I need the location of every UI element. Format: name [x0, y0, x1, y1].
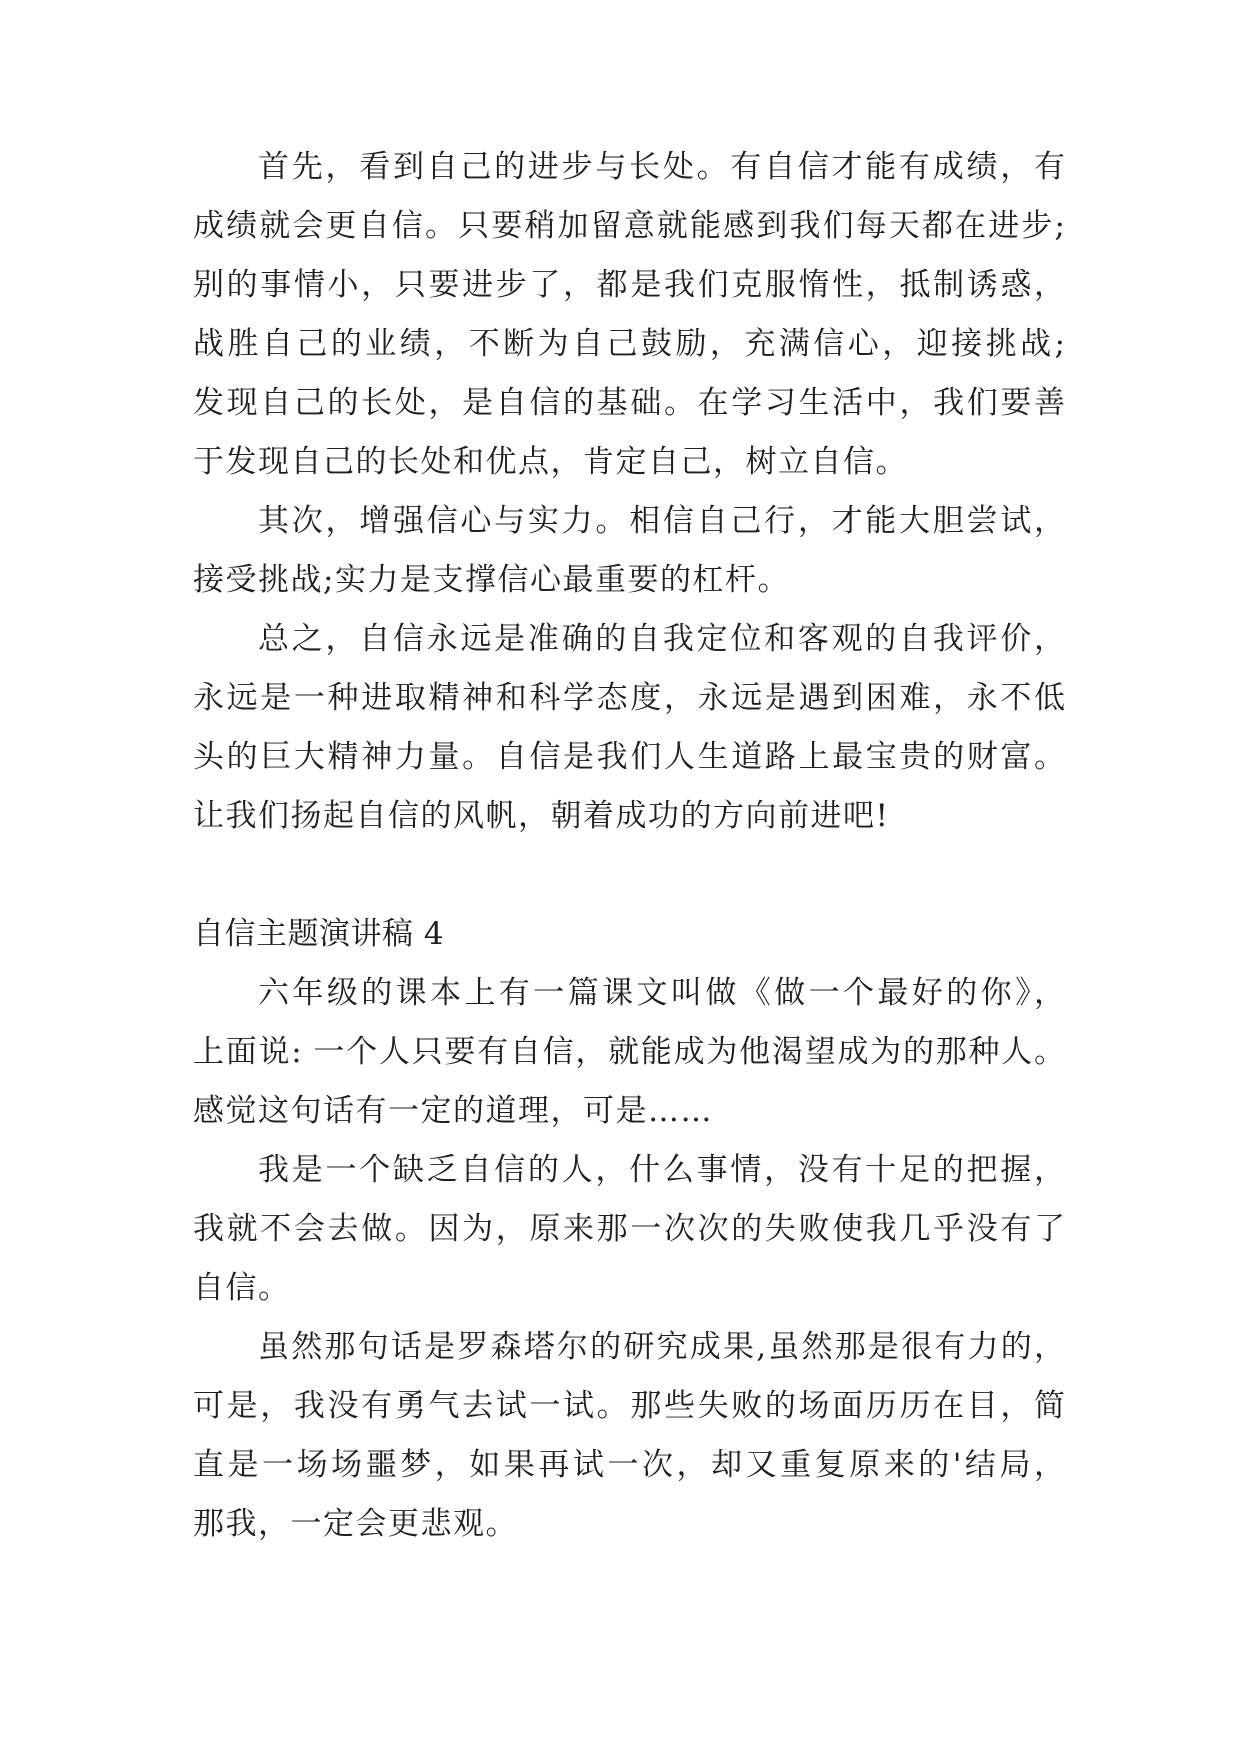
paragraph-line: 六年级的课本上有一篇课文叫做《做一个最好的你》， [258, 975, 1065, 1011]
paragraph-line: 战胜自己的业绩，不断为自己鼓励，充满信心，迎接挑战; [193, 326, 1065, 362]
paragraph-line: 首先，看到自己的进步与长处。有自信才能有成绩，有 [258, 149, 1065, 185]
paragraph-line: 直是一场场噩梦，如果再试一次，却又重复原来的'结局， [193, 1447, 1065, 1483]
paragraph-line: 成绩就会更自信。只要稍加留意就能感到我们每天都在进步; [193, 208, 1065, 244]
paragraph-line: 发现自己的长处，是自信的基础。在学习生活中，我们要善 [193, 385, 1065, 421]
paragraph-line: 上面说: 一个人只要有自信，就能成为他渴望成为的那种人。 [193, 1034, 1065, 1070]
paragraph-line: 总之，自信永远是准确的自我定位和客观的自我评价， [258, 621, 1065, 657]
paragraph-line: 其次，增强信心与实力。相信自己行，才能大胆尝试， [258, 503, 1065, 539]
paragraph-line: 我是一个缺乏自信的人，什么事情，没有十足的把握， [258, 1152, 1065, 1188]
paragraph-line: 让我们扬起自信的风帆，朝着成功的方向前进吧! [193, 798, 890, 834]
paragraph-line: 感觉这句话有一定的道理，可是…… [193, 1093, 713, 1129]
paragraph-line: 那我，一定会更悲观。 [193, 1506, 518, 1542]
paragraph-line: 永远是一种进取精神和科学态度，永远是遇到困难，永不低 [193, 680, 1065, 716]
paragraph-line: 我就不会去做。因为，原来那一次次的失败使我几乎没有了 [193, 1211, 1065, 1247]
section-heading: 自信主题演讲稿 4 [193, 916, 445, 952]
paragraph-line: 自信。 [193, 1270, 291, 1306]
paragraph-line: 接受挑战;实力是支撑信心最重要的杠杆。 [193, 562, 790, 598]
paragraph-line: 虽然那句话是罗森塔尔的研究成果,虽然那是很有力的， [258, 1329, 1065, 1365]
paragraph-line: 于发现自己的长处和优点，肯定自己，树立自信。 [193, 444, 908, 480]
paragraph-line: 头的巨大精神力量。自信是我们人生道路上最宝贵的财富。 [193, 739, 1065, 775]
paragraph-line: 可是，我没有勇气去试一试。那些失败的场面历历在目，简 [193, 1388, 1065, 1424]
paragraph-line: 别的事情小，只要进步了，都是我们克服惰性，抵制诱惑， [193, 267, 1065, 303]
